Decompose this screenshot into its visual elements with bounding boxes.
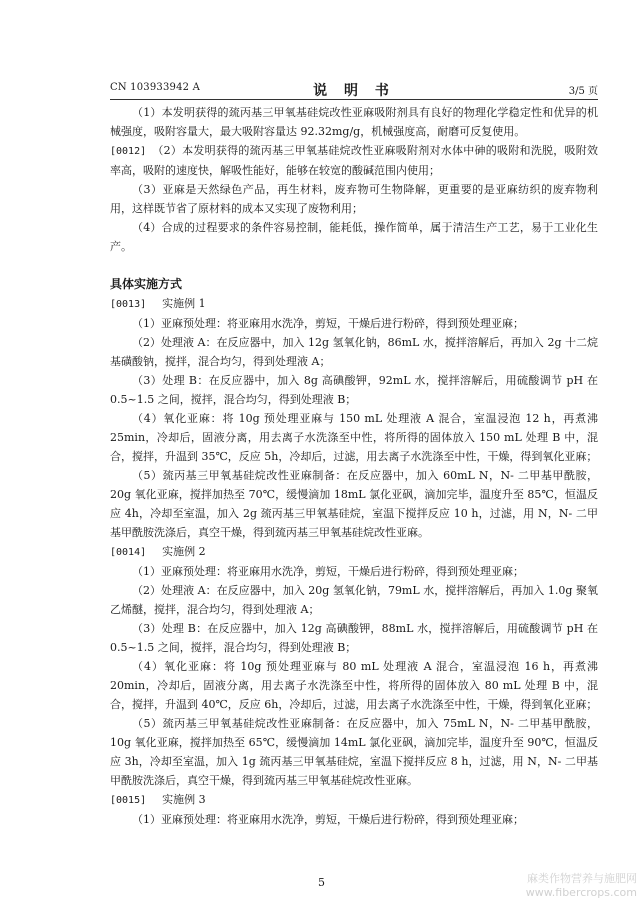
section-title: 说 明 书 (313, 83, 395, 99)
watermark-line: www.fibercrops.com (525, 886, 637, 899)
page-number: 5 (318, 876, 325, 889)
paragraph: （4）氧化亚麻：将 10g 预处理亚麻与 150 mL 处理液 A 混合，室温浸泡 12 h，再煮沸 25min，冷却后，固液分离，用去离子水洗涤至中性，将所得的固体放入 150 mL 处理 B 中，混合，搅拌，升温到 35℃，反应 5h，冷却后，过滤，用去离子水洗涤至中性，干燥，得到氧化亚麻； (110, 412, 598, 463)
example-heading (110, 542, 598, 562)
example-title: 实施例 3 (162, 793, 206, 806)
paragraph: （3）处理 B：在反应器中，加入 8g 高碘酸钾，92mL 水，搅拌溶解后，用硫酸调节 pH 在 0.5~1.5 之间，搅拌，混合均匀，得到处理液 B； (110, 374, 598, 406)
example-heading (110, 294, 598, 314)
paragraph-text: （2）本发明获得的巯丙基三甲氧基硅烷改性亚麻吸附剂对水体中砷的吸附和洗脱，吸附效率高，吸附的速度快，解吸性能好，能够在较宽的酸碱范围内使用； (110, 144, 598, 177)
paragraph: （3）处理 B：在反应器中，加入 12g 高碘酸钾，88mL 水，搅拌溶解后，用硫酸调节 pH 在 0.5~1.5 之间，搅拌，混合均匀，得到处理液 B； (110, 622, 598, 654)
page-header (110, 80, 598, 99)
paragraph-number: [0012] (110, 146, 147, 157)
paragraph: （5）巯丙基三甲氧基硅烷改性亚麻制备：在反应器中，加入 75mL N，N- 二甲基甲酰胺，10g 氧化亚麻，搅拌加热至 65℃，缓慢滴加 14mL 氯化亚砜，滴加完毕，温度升至 90℃，恒温反应 3h，冷却至室温，加入 1g 巯丙基三甲氧基硅烷，室温下搅拌反应 8 h，过滤，用 N，N- 二甲基甲酰胺洗涤后，真空干燥，得到巯丙基三甲氧基硅烷改性亚麻。 (110, 717, 598, 787)
paragraph: （1）亚麻预处理：将亚麻用水洗净，剪短，干燥后进行粉碎，得到预处理亚麻； (132, 565, 524, 578)
paragraph: （2）处理液 A：在反应器中，加入 20g 氢氧化钠，79mL 水，搅拌溶解后，再加入 1.0g 聚氧乙烯醚，搅拌，混合均匀，得到处理液 A； (110, 584, 598, 616)
example-title: 实施例 1 (162, 297, 206, 310)
document-body (110, 103, 598, 829)
paragraph: （5）巯丙基三甲氧基硅烷改性亚麻制备：在反应器中，加入 60mL N，N- 二甲基甲酰胺，20g 氧化亚麻，搅拌加热至 70℃，缓慢滴加 18mL 氯化亚砜，滴加完毕，温度升至 85℃，恒温反应 4h，冷却至室温，加入 2g 巯丙基三甲氧基硅烷，室温下搅拌反应 10 h，过滤，用 N，N- 二甲基甲酰胺洗涤后，真空干燥，得到巯丙基三甲氧基硅烷改性亚麻。 (110, 469, 598, 539)
example-title: 实施例 2 (162, 545, 206, 558)
paragraph-number: [0013] (110, 299, 147, 310)
watermark-line: 麻类作物营养与施肥网 (527, 872, 637, 885)
paragraph: （4）合成的过程要求的条件容易控制，能耗低，操作简单，属于清洁生产工艺，易于工业化生产。 (110, 221, 598, 253)
paragraph: （1）亚麻预处理：将亚麻用水洗净，剪短，干燥后进行粉碎，得到预处理亚麻； (132, 317, 524, 330)
watermark (526, 872, 637, 900)
paragraph-number: [0014] (110, 547, 147, 558)
paragraph: （2）处理液 A：在反应器中，加入 12g 氢氧化钠，86mL 水，搅拌溶解后，再加入 2g 十二烷基磺酸钠，搅拌，混合均匀，得到处理液 A； (110, 336, 598, 368)
paragraph: （1）亚麻预处理：将亚麻用水洗净，剪短，干燥后进行粉碎，得到预处理亚麻； (132, 813, 524, 826)
paragraph: （4）氧化亚麻：将 10g 预处理亚麻与 80 mL 处理液 A 混合，室温浸泡 16 h，再煮沸 20min，冷却后，固液分离，用去离子水洗涤至中性，将所得的固体放入 80 mL 处理 B 中，混合，搅拌，升温到 40℃，反应 6h，冷却后，过滤，用去离子水洗涤至中性，干燥，得到氧化亚麻； (110, 660, 598, 711)
paragraph-number: [0015] (110, 795, 147, 806)
page-indicator: 3/5 页 (568, 86, 598, 97)
header-divider (110, 99, 598, 100)
paragraph (110, 141, 598, 180)
section-heading: 具体实施方式 (110, 277, 183, 291)
paragraph: （3）亚麻是天然绿色产品，再生材料，废弃物可生物降解，更重要的是亚麻纺织的废弃物利用，这样既节省了原材料的成本又实现了废物利用； (110, 183, 598, 215)
document-number: CN 103933942 A (110, 82, 201, 93)
paragraph: （1）本发明获得的巯丙基三甲氧基硅烷改性亚麻吸附剂具有良好的物理化学稳定性和优异的机械强度，吸附容量大，最大吸附容量达 92.32mg/g，机械强度高，耐磨可反复使用。 (110, 106, 598, 138)
example-heading (110, 790, 598, 810)
